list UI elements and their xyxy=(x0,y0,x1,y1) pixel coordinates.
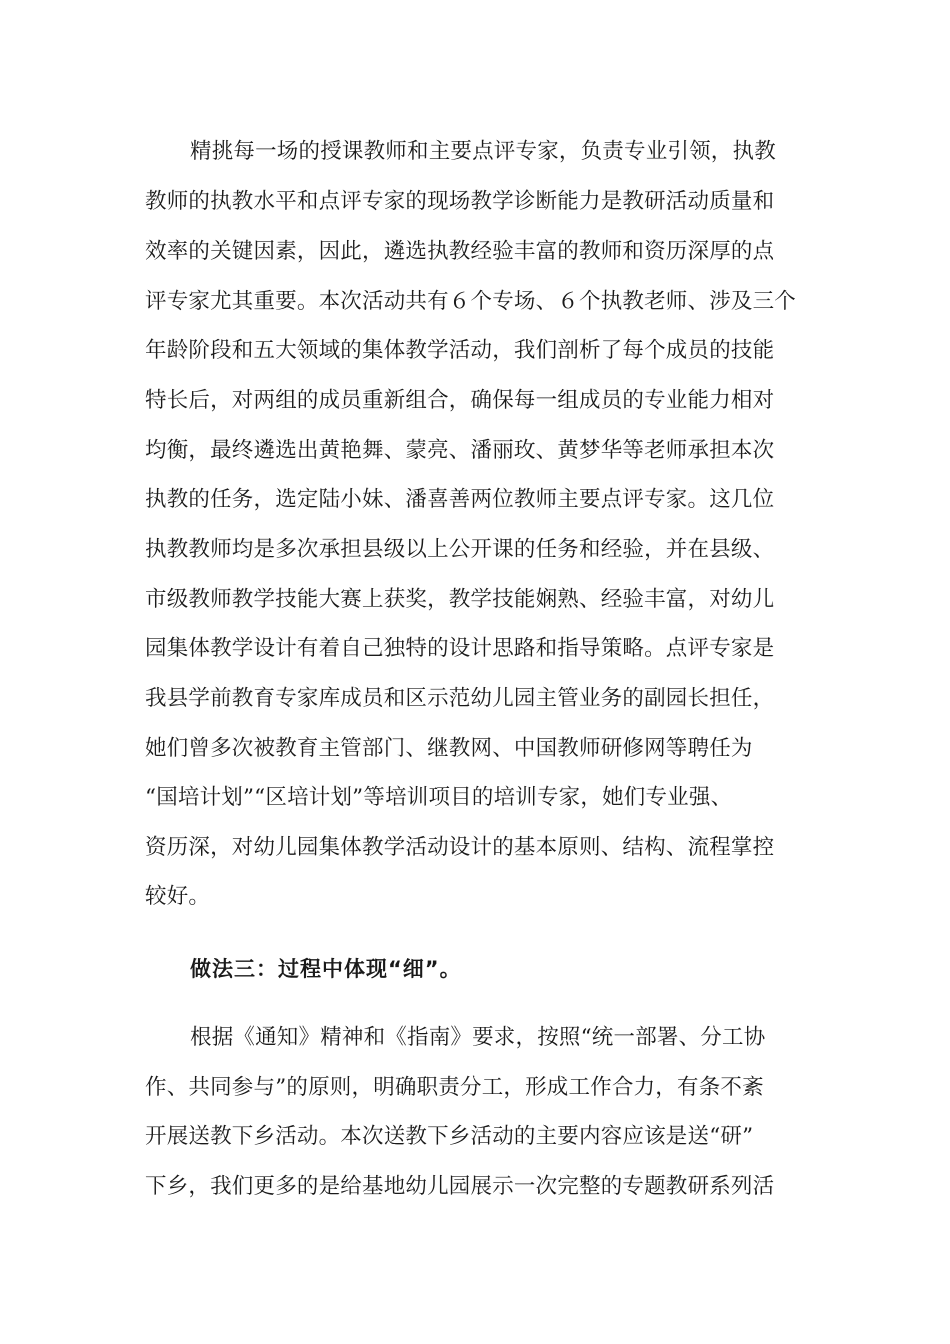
paragraph-line: 年龄阶段和五大领域的集体教学活动，我们剖析了每个成员的技能 xyxy=(145,338,775,363)
paragraph-line: 特长后，对两组的成员重新组合，确保每一组成员的专业能力相对 xyxy=(145,388,775,413)
paragraph-line: 效率的关键因素，因此，遴选执教经验丰富的教师和资历深厚的点 xyxy=(145,239,775,264)
paragraph-line: 较好。 xyxy=(145,884,211,909)
section-heading: 做法三：过程中体现“细”。 xyxy=(190,957,462,981)
paragraph-line: 开展送教下乡活动。本次送教下乡活动的主要内容应该是送“研” xyxy=(145,1124,754,1149)
paragraph-line: 园集体教学设计有着自己独特的设计思路和指导策略。点评专家是 xyxy=(145,636,775,661)
paragraph-line: 作、共同参与”的原则，明确职责分工，形成工作合力，有条不紊 xyxy=(145,1075,764,1100)
paragraph-line: 精挑每一场的授课教师和主要点评专家，负责专业引领，执教 xyxy=(190,139,776,164)
paragraph-line: 市级教师教学技能大赛上获奖，教学技能娴熟、经验丰富，对幼儿 xyxy=(145,587,775,612)
paragraph-line: 下乡，我们更多的是给基地幼儿园展示一次完整的专题教研系列活 xyxy=(145,1174,775,1199)
paragraph-line: “国培计划”“区培计划”等培训项目的培训专家，她们专业强、 xyxy=(145,785,733,810)
paragraph-line: 资历深，对幼儿园集体教学活动设计的基本原则、结构、流程掌控 xyxy=(145,835,775,860)
paragraph-line: 教师的执教水平和点评专家的现场教学诊断能力是教研活动质量和 xyxy=(145,189,775,214)
paragraph-line: 执教的任务，选定陆小妹、潘喜善两位教师主要点评专家。这几位 xyxy=(145,487,775,512)
paragraph-line: 评专家尤其重要。本次活动共有６个专场、６个执教老师、涉及三个 xyxy=(145,289,797,314)
paragraph-line: 执教教师均是多次承担县级以上公开课的任务和经验，并在县级、 xyxy=(145,537,775,562)
paragraph-line: 我县学前教育专家库成员和区示范幼儿园主管业务的副园长担任， xyxy=(145,686,775,711)
paragraph-line: 均衡，最终遴选出黄艳舞、蒙亮、潘丽玫、黄梦华等老师承担本次 xyxy=(145,438,775,463)
paragraph-line: 她们曾多次被教育主管部门、继教网、中国教师研修网等聘任为 xyxy=(145,736,753,761)
paragraph-line: 根据《通知》精神和《指南》要求，按照“统一部署、分工协 xyxy=(190,1025,766,1050)
